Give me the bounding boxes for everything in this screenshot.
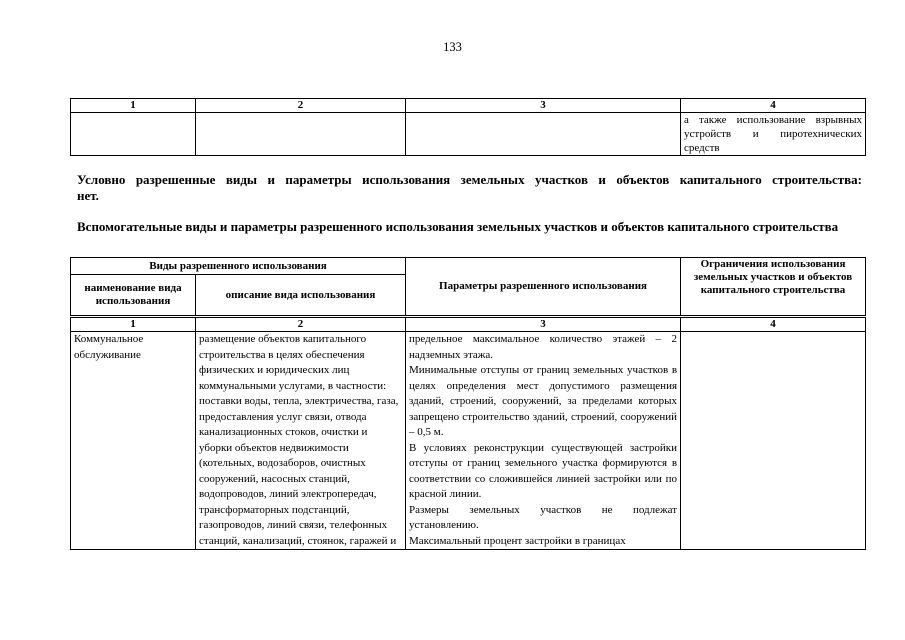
params-paragraph: Максимальный процент застройки в границах: [409, 534, 626, 547]
table-header-row: [71, 258, 866, 275]
use-name-cell: Коммунальное обслуживание: [71, 332, 196, 550]
params-paragraph: В условиях реконструкции существующей застройки отступы от границ земельного участка формируются в соответствии со сложившейся линией застройки или по красной линии.: [409, 441, 678, 500]
column-number-1: 1: [71, 99, 196, 113]
column-number-3: 3: [406, 317, 681, 332]
restrictions-cell: [681, 332, 866, 550]
table-cell: [71, 113, 196, 156]
column-number-1: 1: [71, 317, 196, 332]
table-cell: [196, 113, 406, 156]
description-column-header: описание вида использования: [196, 275, 406, 317]
use-description-cell: размещение объектов капитального строительства в целях обеспечения физических и юридических лиц коммунальными услугами, в частности: поставки воды, тепла, электричества, газа, предоставления услуг связи, отвода канализационных стоков, очистки и уборки объектов недвижимости (котельных, водозаборов, очистных сооружений, насосных станций, водопроводов, линий электропередач, трансформаторных подстанций, газопроводов, линий связи, телефонных станций, канализаций, стоянок, гаражей и: [196, 332, 406, 550]
column-number-2: 2: [196, 317, 406, 332]
restrictions-header: Ограничения использования земельных участков и объектов капитального строительства: [681, 258, 866, 317]
table-cell: [406, 113, 681, 156]
params-paragraph: Минимальные отступы от границ земельных участков в целях определения мест допустимого размещения зданий, строений, сооружений, за пределами которых запрещено строительство зданий, строений, сооружений – 0,5 м.: [409, 364, 678, 438]
auxiliary-uses-heading: Вспомогательные виды и параметры разрешенного использования земельных участков и объектов капитального строительства: [77, 219, 839, 234]
table-row: [71, 332, 866, 550]
params-paragraph: предельное максимальное количество этажей – 2 надземных этажа.: [409, 333, 678, 361]
name-column-header: наименование вида использования: [71, 275, 196, 317]
column-number-3: 3: [406, 99, 681, 113]
auxiliary-uses-table: [70, 257, 866, 550]
use-params-cell: [406, 332, 681, 550]
params-paragraph: Размеры земельных участков не подлежат установлению.: [409, 503, 678, 531]
group-header: Виды разрешенного использования: [71, 258, 406, 275]
table-header-row: [71, 99, 866, 113]
conditional-uses-heading: Условно разрешенные виды и параметры использования земельных участков и объектов капитального строительства: нет.: [77, 172, 862, 203]
column-numbers-row: [71, 317, 866, 332]
column-number-2: 2: [196, 99, 406, 113]
page-number: 133: [443, 40, 462, 54]
column-number-4: 4: [681, 317, 866, 332]
continuation-table: [70, 98, 866, 156]
table-cell: а также использование взрывных устройств и пиротехнических средств: [681, 113, 866, 156]
params-header: Параметры разрешенного использования: [406, 258, 681, 317]
column-number-4: 4: [681, 99, 866, 113]
table-row: [71, 113, 866, 156]
